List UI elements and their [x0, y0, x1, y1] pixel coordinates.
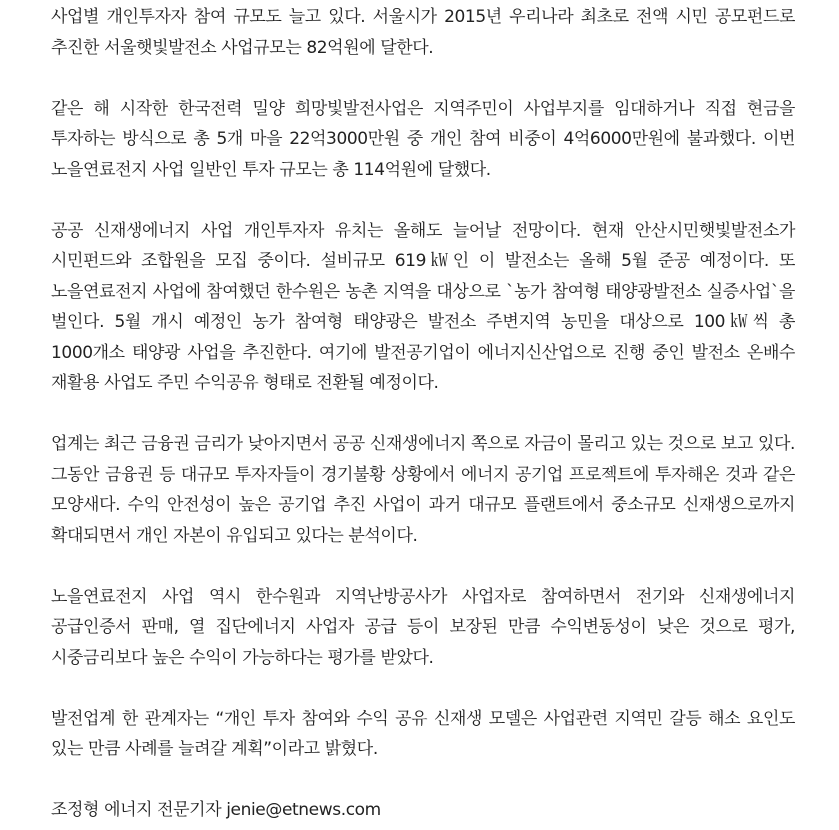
paragraph-outlook: 공공 신재생에너지 사업 개인투자자 유치는 올해도 늘어날 전망이다. 현재 안산시민햇빛발전소가 시민펀드와 조합원을 모집 중이다. 설비규모 619㎾인 이 발전소는 올해 5월 준공 예정이다. 또 노을연료전지 사업에 참여했던 한수원은 농촌 지역을 대상으로 `농가 참여형 태양광발전소 실증사업`을 벌인다. 5월 개시 예정인 농가 참여형 태양광은 발전소 주변지역 농민을 대상으로 100㎾씩 총 1000개소 태양광 사업을 추진한다. 여기에 발전공기업이 에너지신산업으로 진행 중인 발전소 온배수 재활용 사업도 주민 수익공유 형태로 전환될 예정이다.	[51, 220, 796, 393]
paragraph-noeul-fuelcell: 노을연료전지 사업 역시 한수원과 지역난방공사가 사업자로 참여하면서 전기와 신재생에너지 공급인증서 판매, 열 집단에너지 사업자 공급 등이 보장된 만큼 수익변동성이 낮은 것으로 평가, 시중금리보다 높은 수익이 가능하다는 평가를 받았다.	[51, 586, 795, 668]
paragraph-miryang-project: 같은 해 시작한 한국전력 밀양 희망빛발전사업은 지역주민이 사업부지를 임대하거나 직접 현금을 투자하는 방식으로 총 5개 마을 22억3000만원 중 개인 참여 비중이 4억6000만원에 불과했다. 이번 노을연료전지 사업 일반인 투자 규모는 총 114억원에 달했다.	[51, 98, 795, 180]
article-body	[51, 2, 795, 826]
paragraph-official-quote: 발전업계 한 관계자는 “개인 투자 참여와 수익 공유 신재생 모델은 사업관련 지역민 갈등 해소 요인도 있는 만큼 사례를 늘려갈 계획”이라고 밝혔다.	[51, 708, 795, 759]
paragraph-investor-scale: 사업별 개인투자자 참여 규모도 늘고 있다. 서울시가 2015년 우리나라 최초로 전액 시민 공모펀드로 추진한 서울햇빛발전소 사업규모는 82억원에 달한다.	[51, 7, 795, 58]
paragraph-industry-view: 업계는 최근 금융권 금리가 낮아지면서 공공 신재생에너지 쪽으로 자금이 몰리고 있는 것으로 보고 있다. 그동안 금융권 등 대규모 투자자들이 경기불황 상황에서 에너지 공기업 프로젝트에 투자해온 것과 같은 모양새다. 수익 안전성이 높은 공기업 추진 사업이 과거 대규모 플랜트에서 중소규모 신재생으로까지 확대되면서 개인 자본이 유입되고 있다는 분석이다.	[51, 434, 795, 546]
byline: 조정형 에너지 전문기자 jenie@etnews.com	[51, 800, 381, 820]
